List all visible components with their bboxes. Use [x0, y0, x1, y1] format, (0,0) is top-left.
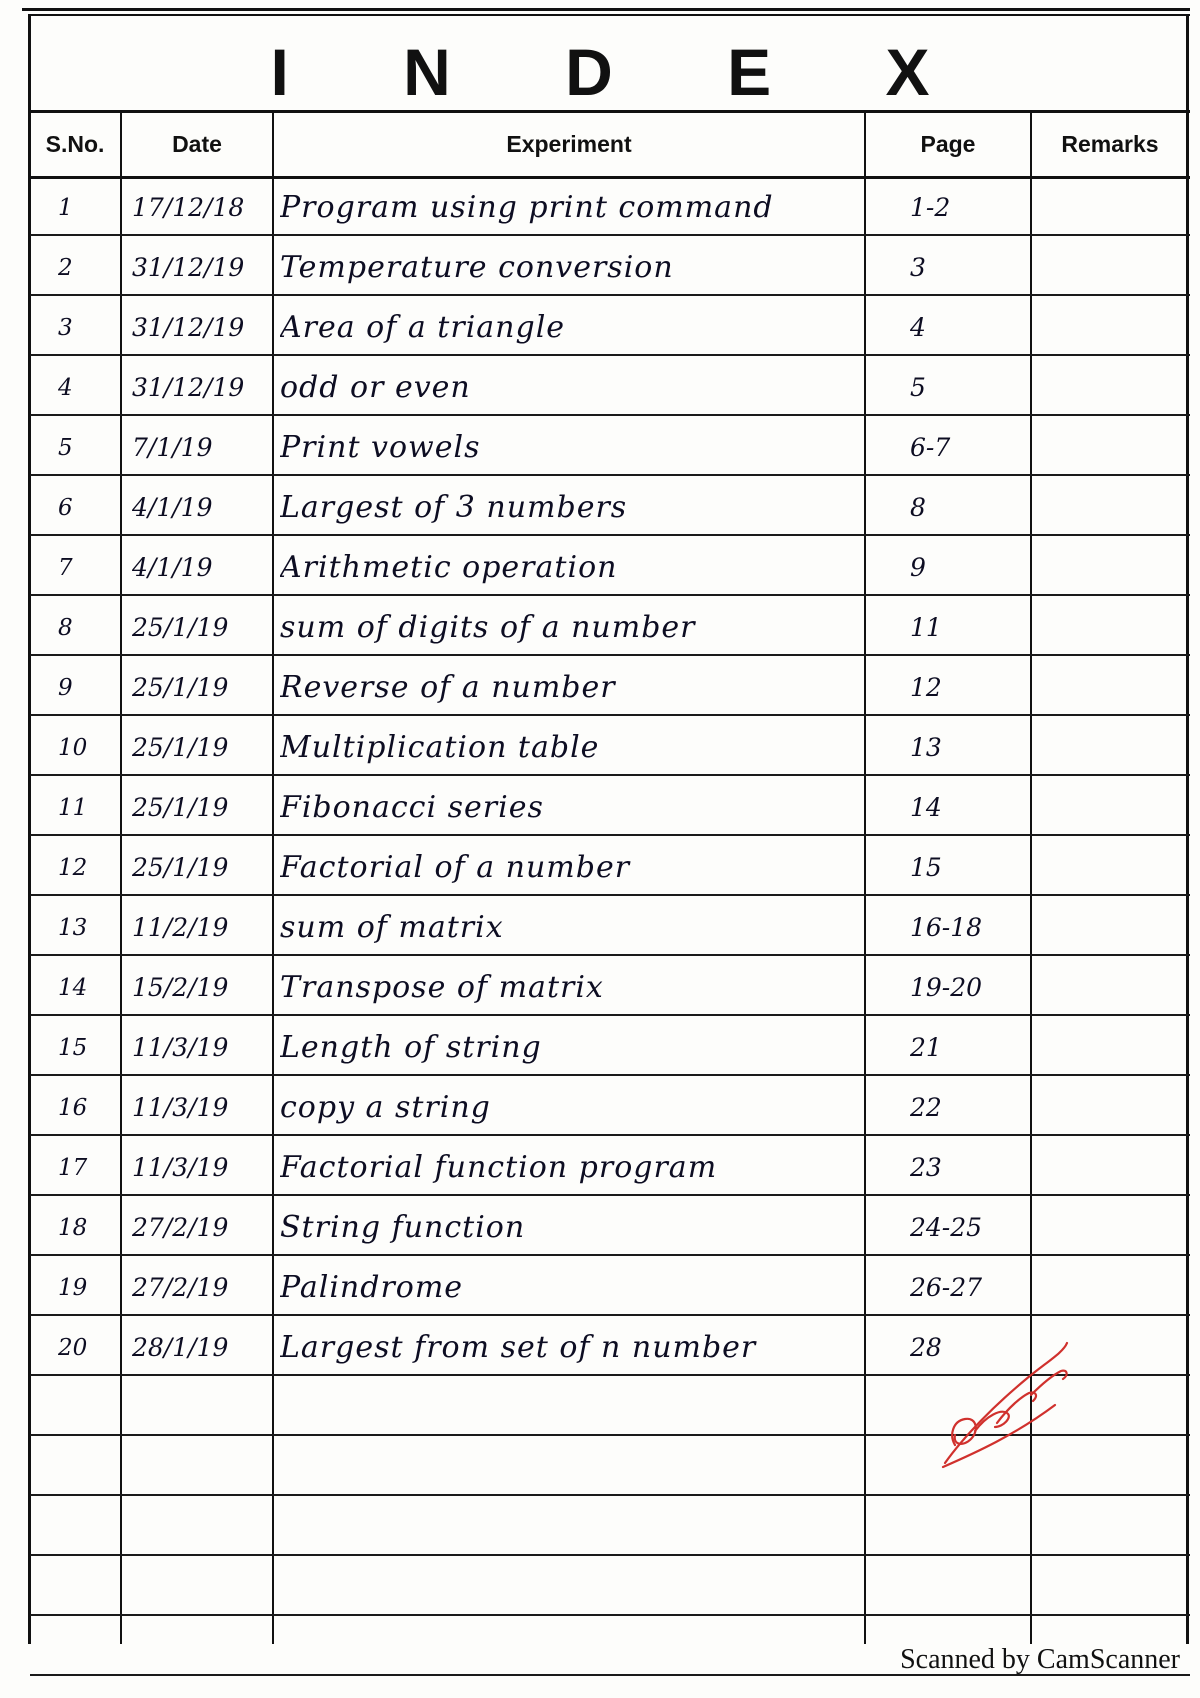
experiment-cell: Transpose of matrix — [280, 970, 604, 1005]
page-cell: 14 — [910, 793, 942, 822]
page-cell: 15 — [910, 853, 942, 882]
page-cell: 19-20 — [910, 973, 983, 1002]
page-cell: 6-7 — [910, 433, 951, 462]
sno-cell: 14 — [58, 975, 88, 1001]
sno-cell: 6 — [58, 495, 73, 521]
experiment-cell — [280, 1564, 890, 1612]
remarks-cell — [1060, 244, 1190, 292]
experiment-cell: Fibonacci series — [280, 790, 544, 825]
remarks-cell — [1060, 964, 1190, 1012]
remarks-cell — [1060, 1384, 1190, 1432]
sno-cell: 3 — [58, 315, 73, 341]
page-cell: 22 — [910, 1093, 942, 1122]
remarks-cell — [1060, 1084, 1190, 1132]
date-cell: 11/2/19 — [132, 913, 229, 942]
remarks-cell — [1060, 484, 1190, 532]
date-cell: 27/2/19 — [132, 1273, 229, 1302]
page-cell: 1-2 — [910, 193, 951, 222]
remarks-cell — [1060, 544, 1190, 592]
remarks-cell — [1060, 304, 1190, 352]
experiment-cell: String function — [280, 1210, 526, 1245]
remarks-cell — [1060, 1444, 1190, 1492]
page-cell — [910, 1564, 1060, 1612]
header-page: Page — [920, 131, 976, 157]
experiment-cell: Program using print command — [280, 190, 774, 225]
table-row — [30, 416, 1190, 476]
date-cell — [132, 1564, 292, 1612]
page-cell: 26-27 — [910, 1273, 983, 1302]
table-row — [30, 896, 1190, 956]
sno-cell: 10 — [58, 735, 88, 761]
date-cell: 25/1/19 — [132, 613, 229, 642]
table-row — [30, 1496, 1190, 1556]
page-cell: 28 — [910, 1333, 942, 1362]
experiment-cell: Largest from set of n number — [280, 1330, 757, 1365]
remarks-cell — [1060, 184, 1190, 232]
page-cell: 4 — [910, 313, 926, 342]
page-title: I N D E X — [270, 35, 978, 109]
remarks-cell — [1060, 844, 1190, 892]
experiment-cell: sum of matrix — [280, 910, 504, 945]
date-cell: 31/12/19 — [132, 313, 245, 342]
table-row — [30, 716, 1190, 776]
experiment-cell: Arithmetic operation — [280, 550, 618, 585]
remarks-cell — [1060, 604, 1190, 652]
sno-cell: 13 — [58, 915, 88, 941]
date-cell: 4/1/19 — [132, 553, 213, 582]
table-row — [30, 656, 1190, 716]
date-cell: 27/2/19 — [132, 1213, 229, 1242]
sno-cell: 1 — [58, 195, 73, 221]
experiment-cell: Reverse of a number — [280, 670, 616, 705]
date-cell: 11/3/19 — [132, 1153, 229, 1182]
experiment-cell: Largest of 3 numbers — [280, 490, 628, 525]
remarks-cell — [1060, 1564, 1190, 1612]
experiment-cell — [280, 1504, 890, 1552]
table-row — [30, 1016, 1190, 1076]
remarks-cell — [1060, 1204, 1190, 1252]
sno-cell: 4 — [58, 375, 73, 401]
signature-icon — [935, 1335, 1075, 1475]
date-cell — [132, 1384, 292, 1432]
sno-cell: 2 — [58, 255, 73, 281]
sno-cell: 19 — [58, 1275, 88, 1301]
page-cell: 13 — [910, 733, 942, 762]
sno-cell: 18 — [58, 1215, 88, 1241]
sno-cell — [58, 1504, 118, 1552]
sno-cell: 15 — [58, 1035, 88, 1061]
table-row — [30, 176, 1190, 236]
sno-cell: 9 — [58, 675, 73, 701]
date-cell: 15/2/19 — [132, 973, 229, 1002]
experiment-cell: Area of a triangle — [280, 310, 566, 345]
header-experiment: Experiment — [506, 131, 632, 157]
header-sno: S.No. — [45, 131, 105, 157]
table-row — [30, 776, 1190, 836]
sno-cell — [58, 1624, 118, 1672]
page-cell — [910, 1504, 1060, 1552]
page-cell: 21 — [910, 1033, 942, 1062]
date-cell: 25/1/19 — [132, 853, 229, 882]
top-border — [22, 8, 1190, 11]
remarks-cell — [1060, 724, 1190, 772]
table-row — [30, 236, 1190, 296]
table-row — [30, 836, 1190, 896]
table-row — [30, 296, 1190, 356]
remarks-cell — [1060, 904, 1190, 952]
table-row — [30, 536, 1190, 596]
experiment-cell — [280, 1624, 890, 1672]
page-cell: 23 — [910, 1153, 942, 1182]
header-remarks: Remarks — [1061, 131, 1159, 157]
sno-cell: 12 — [58, 855, 88, 881]
table-row — [30, 1556, 1190, 1616]
date-cell: 17/12/18 — [132, 193, 245, 222]
remarks-cell — [1060, 424, 1190, 472]
sno-cell: 8 — [58, 615, 73, 641]
remarks-cell — [1060, 1024, 1190, 1072]
experiment-cell: Length of string — [280, 1030, 542, 1065]
page-cell: 11 — [910, 613, 942, 642]
experiment-cell: copy a string — [280, 1090, 491, 1125]
date-cell: 31/12/19 — [132, 253, 245, 282]
table-row — [30, 596, 1190, 656]
sno-cell: 7 — [58, 555, 73, 581]
table-row — [30, 1076, 1190, 1136]
sno-cell — [58, 1444, 118, 1492]
experiment-cell: Print vowels — [280, 430, 481, 465]
remarks-cell — [1060, 784, 1190, 832]
page-cell: 24-25 — [910, 1213, 983, 1242]
table-row — [30, 1256, 1190, 1316]
date-cell — [132, 1504, 292, 1552]
remarks-cell — [1060, 364, 1190, 412]
date-cell: 4/1/19 — [132, 493, 213, 522]
page-cell: 9 — [910, 553, 926, 582]
table-row — [30, 956, 1190, 1016]
sno-cell — [58, 1384, 118, 1432]
experiment-cell: odd or even — [280, 370, 471, 405]
table-row — [30, 476, 1190, 536]
date-cell: 11/3/19 — [132, 1033, 229, 1062]
experiment-cell: sum of digits of a number — [280, 610, 696, 645]
date-cell: 31/12/19 — [132, 373, 245, 402]
date-cell — [132, 1624, 292, 1672]
table-row — [30, 1136, 1190, 1196]
page-cell: 16-18 — [910, 913, 983, 942]
top-border-inner — [30, 14, 1190, 16]
sno-cell: 17 — [58, 1155, 88, 1181]
scanner-watermark: Scanned by CamScanner — [900, 1644, 1180, 1675]
date-cell: 25/1/19 — [132, 733, 229, 762]
page-cell: 5 — [910, 373, 926, 402]
page-cell: 8 — [910, 493, 926, 522]
experiment-cell: Factorial function program — [280, 1150, 718, 1185]
remarks-cell — [1060, 1264, 1190, 1312]
date-cell — [132, 1444, 292, 1492]
experiment-cell: Multiplication table — [280, 730, 600, 765]
date-cell: 25/1/19 — [132, 673, 229, 702]
experiment-cell: Palindrome — [280, 1270, 464, 1305]
date-cell: 7/1/19 — [132, 433, 213, 462]
table-row — [30, 356, 1190, 416]
table-row — [30, 1196, 1190, 1256]
page-cell: 3 — [910, 253, 926, 282]
header-date: Date — [172, 131, 222, 157]
remarks-cell — [1060, 664, 1190, 712]
date-cell: 25/1/19 — [132, 793, 229, 822]
experiment-cell: Factorial of a number — [280, 850, 631, 885]
sno-cell: 16 — [58, 1095, 88, 1121]
remarks-cell — [1060, 1324, 1190, 1372]
sno-cell: 5 — [58, 435, 73, 461]
date-cell: 11/3/19 — [132, 1093, 229, 1122]
remarks-cell — [1060, 1504, 1190, 1552]
experiment-cell: Temperature conversion — [280, 250, 674, 285]
page-cell: 12 — [910, 673, 942, 702]
experiment-cell — [280, 1384, 890, 1432]
date-cell: 28/1/19 — [132, 1333, 229, 1362]
experiment-cell — [280, 1444, 890, 1492]
sno-cell: 20 — [58, 1335, 88, 1361]
sno-cell — [58, 1564, 118, 1612]
sno-cell: 11 — [58, 795, 88, 821]
remarks-cell — [1060, 1144, 1190, 1192]
